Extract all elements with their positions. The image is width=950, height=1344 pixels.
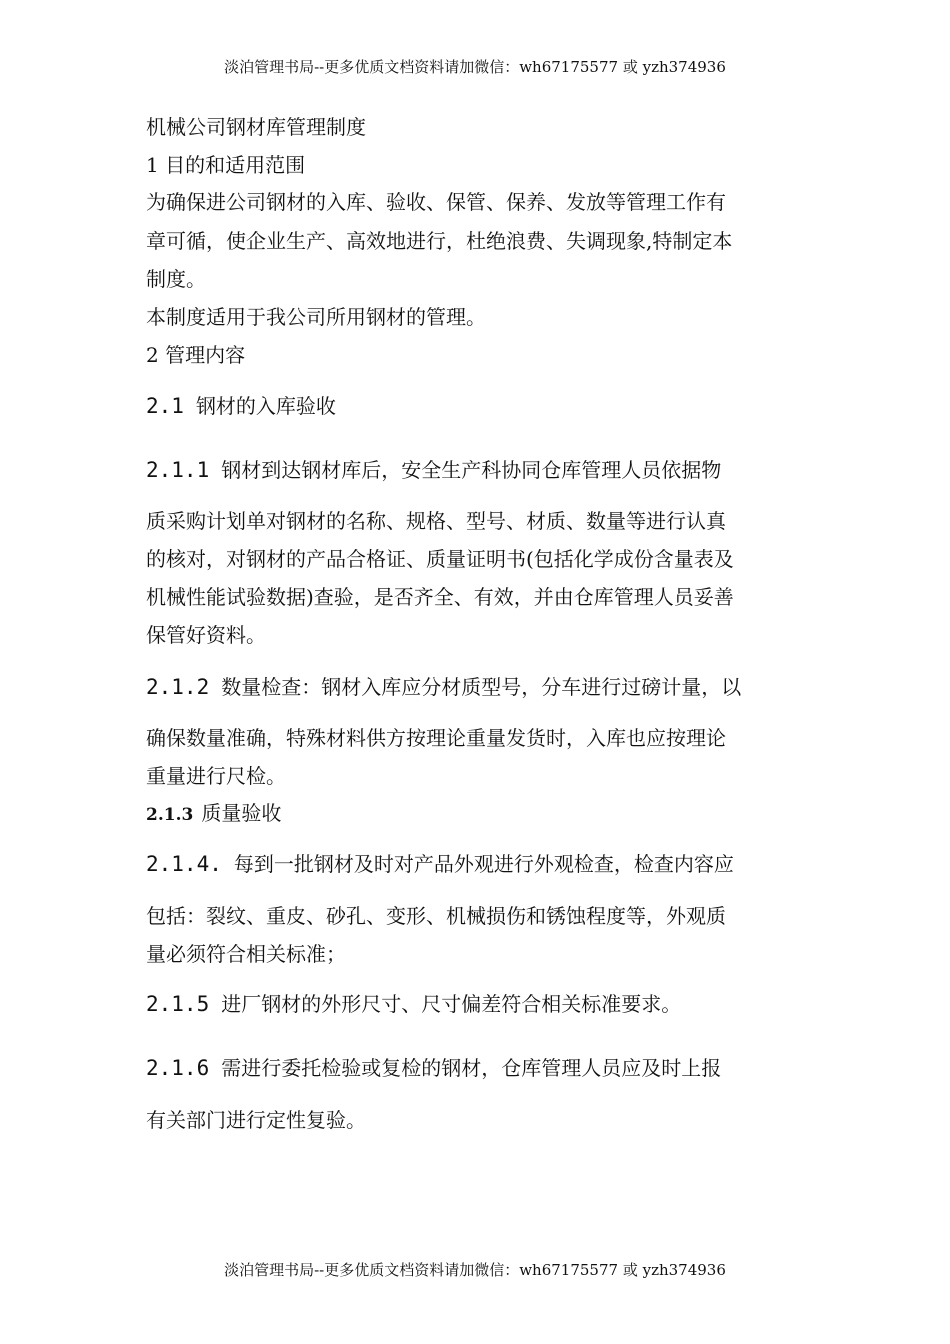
page-footer: 淡泊管理书局--更多优质文档资料请加微信：wh67175577 或 yzh374936 <box>224 1261 726 1279</box>
section-2-1-heading <box>146 392 336 420</box>
page-header: 淡泊管理书局--更多优质文档资料请加微信：wh67175577 或 yzh374936 <box>224 58 726 76</box>
item-2-1-2 <box>146 673 741 701</box>
paragraph-line: 为确保进公司钢材的入库、验收、保管、保养、发放等管理工作有 <box>146 190 726 214</box>
section-2-heading: 2 管理内容 <box>146 343 246 367</box>
paragraph-line: 包括：裂纹、重皮、砂孔、变形、机械损伤和锈蚀程度等，外观质 <box>146 904 726 928</box>
item-number: 2.1.6 <box>146 1056 210 1080</box>
item-2-1-3 <box>146 799 281 829</box>
paragraph-line: 保管好资料。 <box>146 623 266 647</box>
item-2-1-4 <box>146 850 734 878</box>
section-number: 2.1 <box>146 394 184 418</box>
item-2-1-1 <box>146 456 721 484</box>
paragraph-line: 的核对，对钢材的产品合格证、质量证明书(包括化学成份含量表及 <box>146 547 734 571</box>
paragraph-line: 机械性能试验数据)查验，是否齐全、有效，并由仓库管理人员妥善 <box>146 585 734 609</box>
paragraph-line: 质采购计划单对钢材的名称、规格、型号、材质、数量等进行认真 <box>146 509 726 533</box>
item-number: 2.1.4. <box>146 852 222 876</box>
item-2-1-5 <box>146 990 681 1018</box>
section-text: 钢材的入库验收 <box>195 394 336 418</box>
item-text: 需进行委托检验或复检的钢材，仓库管理人员应及时上报 <box>221 1056 722 1080</box>
item-text: 每到一批钢材及时对产品外观进行外观检查，检查内容应 <box>233 852 734 876</box>
item-number: 2.1.5 <box>146 992 210 1016</box>
item-text: 进厂钢材的外形尺寸、尺寸偏差符合相关标准要求。 <box>221 992 682 1016</box>
paragraph-line: 制度。 <box>146 267 206 291</box>
paragraph-line: 重量进行尺检。 <box>146 764 286 788</box>
item-text: 钢材到达钢材库后，安全生产科协同仓库管理人员依据物 <box>221 458 722 482</box>
item-number: 2.1.3 <box>146 805 194 825</box>
item-number: 2.1.2 <box>146 675 210 699</box>
item-number: 2.1.1 <box>146 458 210 482</box>
paragraph-line: 章可循，使企业生产、高效地进行，杜绝浪费、失调现象,特制定本 <box>146 229 733 253</box>
document-title: 机械公司钢材库管理制度 <box>146 115 366 139</box>
item-text: 质量验收 <box>201 801 282 825</box>
paragraph-line: 有关部门进行定性复验。 <box>146 1108 366 1132</box>
section-1-heading: 1 目的和适用范围 <box>146 153 306 177</box>
scope-paragraph: 本制度适用于我公司所用钢材的管理。 <box>146 305 486 329</box>
item-text: 数量检查：钢材入库应分材质型号，分车进行过磅计量，以 <box>221 675 742 699</box>
item-2-1-6 <box>146 1054 721 1082</box>
paragraph-line: 确保数量准确，特殊材料供方按理论重量发货时，入库也应按理论 <box>146 726 726 750</box>
paragraph-line: 量必须符合相关标准； <box>146 942 346 966</box>
